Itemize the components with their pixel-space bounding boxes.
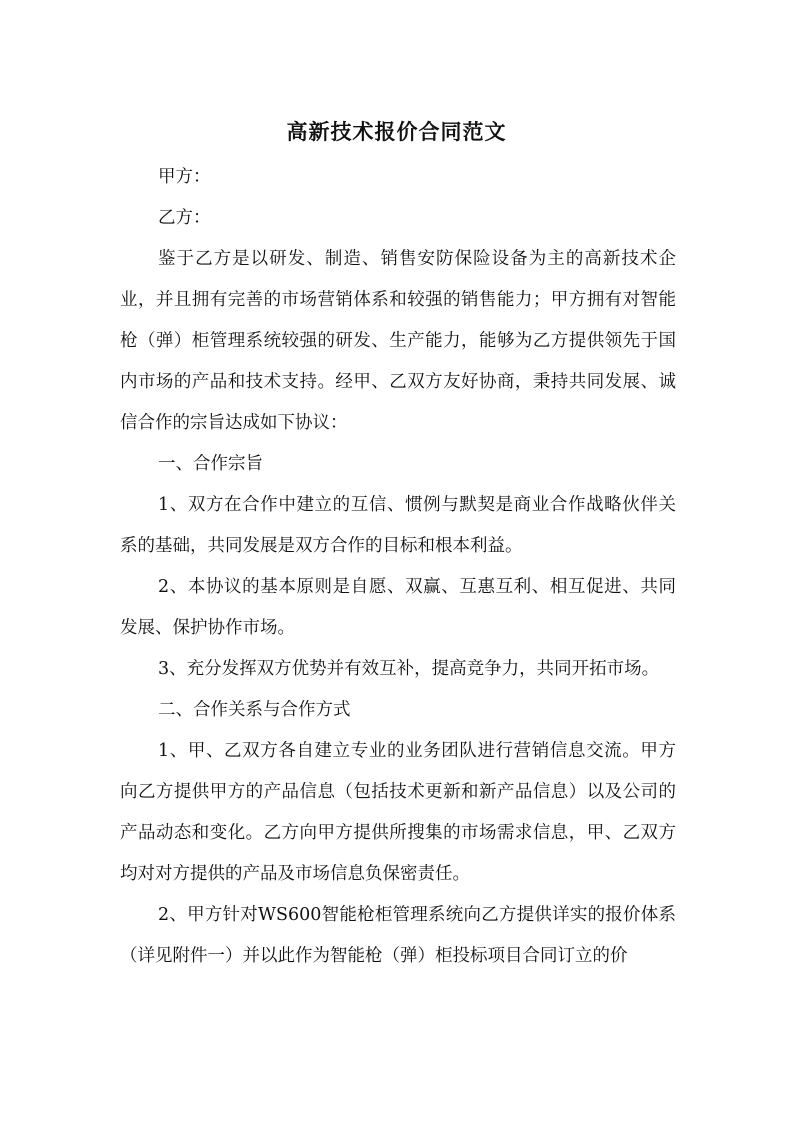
clause-paragraph: 1、甲、乙双方各自建立专业的业务团队进行营销信息交流。甲方向乙方提供甲方的产品信息（包括技术更新和新产品信息）以及公司的产品动态和变化。乙方向甲方提供所搜集的市场需求信息，甲、乙双方均对对方提供的产品及市场信息负保密责任。 <box>120 741 676 884</box>
clause-paragraph: 2、甲方针对WS600智能枪柜管理系统向乙方提供详实的报价体系（详见附件一）并以此作为智能枪（弹）柜投标项目合同订立的价 <box>120 905 676 966</box>
clause-paragraph: 1、双方在合作中建立的互信、惯例与默契是商业合作战略伙伴关系的基础，共同发展是双方合作的目标和根本利益。 <box>120 495 676 556</box>
section-heading-2: 二、合作关系与合作方式 <box>158 700 351 720</box>
section-heading-1: 一、合作宗旨 <box>158 454 263 474</box>
clause-paragraph: 2、本协议的基本原则是自愿、双赢、互惠互利、相互促进、共同发展、保护协作市场。 <box>120 577 676 638</box>
preamble-paragraph: 鉴于乙方是以研发、制造、销售安防保险设备为主的高新技术企业，并且拥有完善的市场营销体系和较强的销售能力；甲方拥有对智能枪（弹）柜管理系统较强的研发、生产能力，能够为乙方提供领先于国内市场的产品和技术支持。经甲、乙双方友好协商，秉持共同发展、诚信合作的宗旨达成如下协议： <box>120 249 676 433</box>
document-body <box>120 157 676 977</box>
clause-paragraph: 3、充分发挥双方优势并有效互补，提高竞争力，共同开拓市场。 <box>158 659 660 679</box>
document-title: 高新技术报价合同范文 <box>286 119 507 144</box>
party-b-line: 乙方： <box>158 208 211 228</box>
party-a-line: 甲方： <box>158 167 211 187</box>
